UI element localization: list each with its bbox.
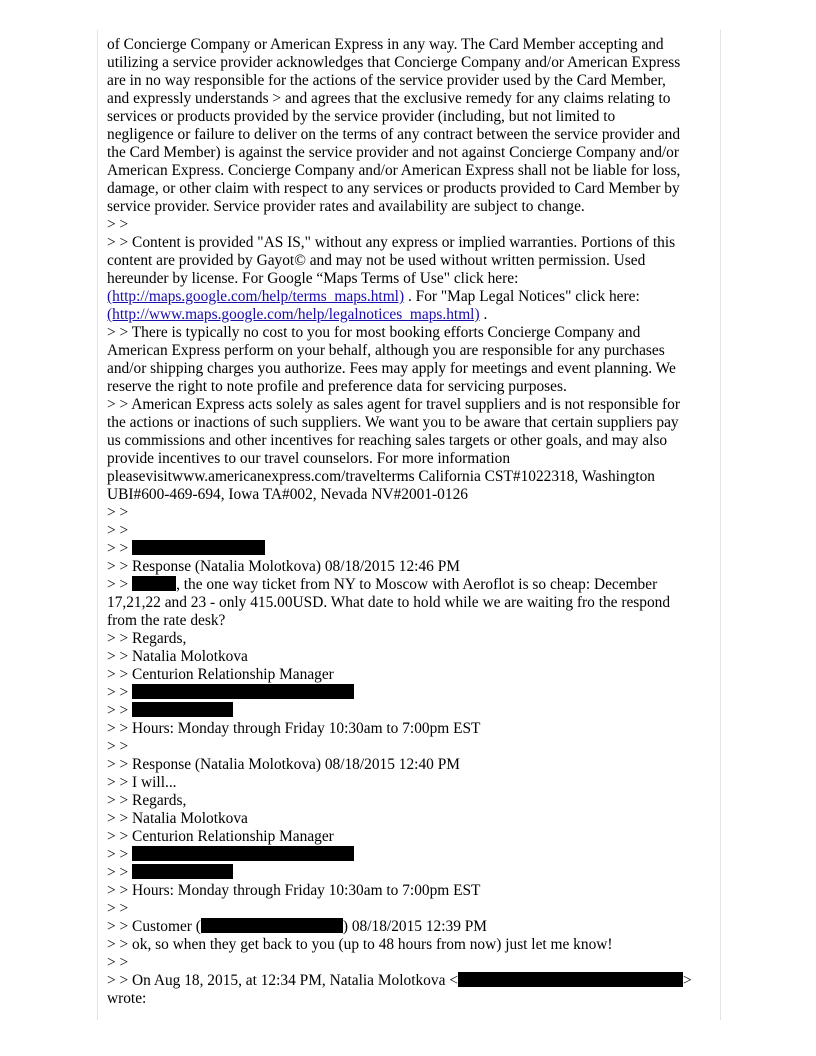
text-line: > > Content is provided "AS IS," without any express or implied warranties. Portions of this [107,234,676,251]
booking-cost-paragraph [107,324,709,396]
text-line [107,288,709,306]
quote-marker: > > [107,864,129,881]
text-line: of Concierge Company or American Express in any way. The Card Member accepting and [107,36,664,53]
message-text: > > I will... [107,774,177,791]
text-line: from the rate desk? [107,612,226,629]
signature-title: > > Centurion Relationship Manager [107,666,334,683]
redacted-line [107,846,709,864]
text-line: services or products provided by the service provider (including, but not limited to [107,108,616,125]
sales-agent-paragraph [107,396,709,504]
quote-marker: > > [107,702,129,719]
quote-marker: > > [107,900,129,917]
redaction-block [132,864,233,879]
text-line: 17,21,22 and 23 - only 415.00USD. What date to hold while we are waiting fro the respond [107,594,671,611]
text-line: service provider. Service provider rates and availability are subject to change. [107,198,585,215]
response-header: > > Response (Natalia Molotkova) 08/18/2015 12:40 PM [107,756,460,773]
redacted-line [107,684,709,702]
on-date-suffix: > [682,972,692,989]
customer-prefix: > > Customer ( [107,918,201,935]
text-line [107,576,709,594]
text-line [107,306,709,324]
text-line: American Express perform on your behalf, although you are responsible for any purchases [107,342,665,359]
hours-line: > > Hours: Monday through Friday 10:30am to 7:00pm EST [107,882,481,899]
quote-marker: > > [107,738,129,755]
text-line: > > There is typically no cost to you for most booking efforts Concierge Company and [107,324,641,341]
quote-marker: > > [107,522,129,539]
redacted-line [107,540,709,558]
redaction-block [132,702,233,717]
text-line: the Card Member) is against the service provider and not against Concierge Company and/or [107,144,680,161]
signature-name: > > Natalia Molotkova [107,810,248,827]
quote-marker: > > [107,954,129,971]
legal-notices-link[interactable]: (http://www.maps.google.com/help/legalnotices_maps.html) [107,306,480,323]
wrote-line: wrote: [107,990,147,1007]
text-line: and/or shipping charges you authorize. Fees may apply for meetings and event planning. We [107,360,676,377]
response-message-2 [107,756,709,900]
text-line: hereunder by license. For Google “Maps Terms of Use" click here: [107,270,519,287]
text-line: American Express. Concierge Company and/or American Express shall not be liable for loss, [107,162,681,179]
redaction-block [132,576,176,591]
quote-marker: > > [107,216,129,233]
redaction-block [458,972,683,987]
text-line: content are provided by Gayot© and may not be used without written permission. Used [107,252,646,269]
text-line: provide incentives to our travel counselors. For more information [107,450,511,467]
text-line: us commissions and other incentives for reaching sales targets or other goals, and may also [107,432,668,449]
customer-suffix: ) 08/18/2015 12:39 PM [342,918,487,935]
redacted-line [107,702,709,720]
redaction-block [132,846,354,861]
redaction-block [132,684,354,699]
signature-name: > > Natalia Molotkova [107,648,248,665]
disclaimer-paragraph [107,36,709,216]
text-line: reserve the right to note profile and preference data for servicing purposes. [107,378,567,395]
text-line [107,972,709,990]
quote-marker: > > [107,576,129,593]
redaction-block [201,918,343,933]
email-document [107,36,709,1008]
text-line: the actions or inactions of such suppliers. We want you to be aware that certain suppliers pay [107,414,679,431]
customer-header [107,918,709,936]
redaction-block [132,540,265,555]
text-line: damage, or other claim with respect to any services or products provided to Card Member by [107,180,680,197]
legal-notices-tail: . [479,306,488,323]
signature-title: > > Centurion Relationship Manager [107,828,334,845]
message-text: , the one way ticket from NY to Moscow with Aeroflot is so cheap: December [176,576,658,593]
quote-marker: > > [107,504,129,521]
customer-message [107,918,709,954]
quoted-email-header [107,972,709,1008]
response-header: > > Response (Natalia Molotkova) 08/18/2015 12:46 PM [107,558,460,575]
text-line: > > American Express acts solely as sales agent for travel suppliers and is not responsible for [107,396,680,413]
quote-marker: > > [107,846,129,863]
response-message-1 [107,558,709,738]
regards-line: > > Regards, [107,792,187,809]
regards-line: > > Regards, [107,630,187,647]
redacted-line [107,864,709,882]
text-line: utilizing a service provider acknowledges that Concierge Company and/or American Express [107,54,681,71]
message-text: > > ok, so when they get back to you (up to 48 hours from now) just let me know! [107,936,613,953]
text-line: pleasevisitwww.americanexpress.com/travelterms California CST#1022318, Washington [107,468,655,485]
quote-marker: > > [107,684,129,701]
quote-marker: > > [107,540,129,557]
on-date-prefix: > > On Aug 18, 2015, at 12:34 PM, Natalia Molotkova < [107,972,458,989]
map-legal-text: . For "Map Legal Notices" click here: [404,288,640,305]
text-line: UBI#600-469-694, Iowa TA#002, Nevada NV#2001-0126 [107,486,468,503]
text-line: negligence or failure to deliver on the terms of any contract between the service provider and [107,126,681,143]
text-line: are in no way responsible for the actions of the service provider used by the Card Member, [107,72,666,89]
hours-line: > > Hours: Monday through Friday 10:30am to 7:00pm EST [107,720,481,737]
content-notice [107,234,709,324]
maps-terms-link[interactable]: (http://maps.google.com/help/terms_maps.html) [107,288,405,305]
text-line: and expressly understands > and agrees that the exclusive remedy for any claims relating to [107,90,671,107]
